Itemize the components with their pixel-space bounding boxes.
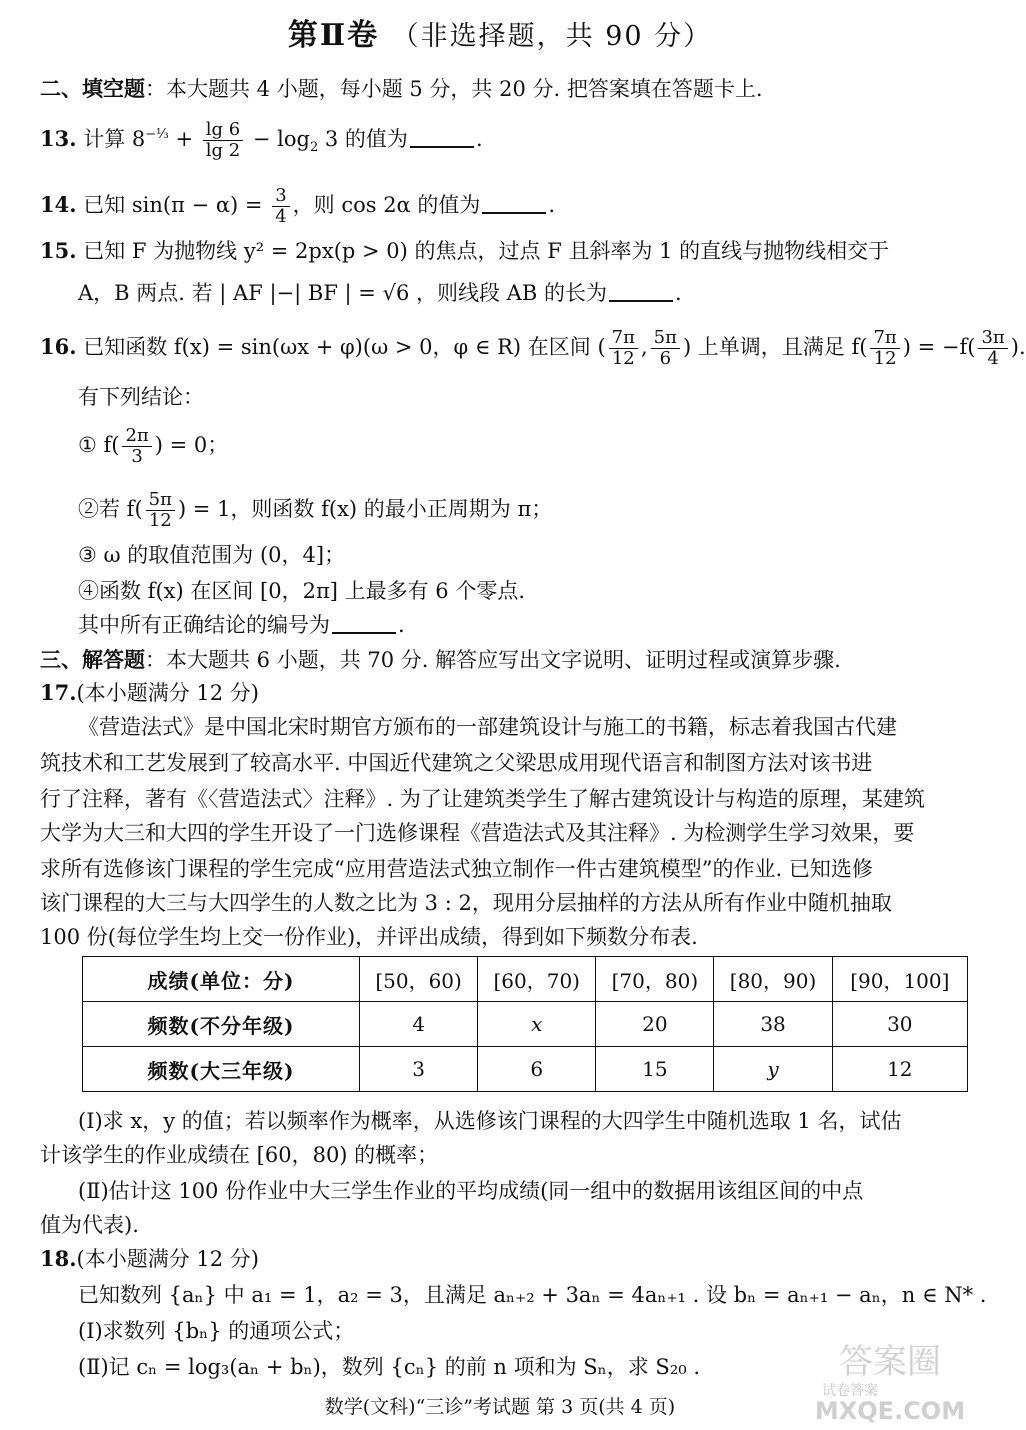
watermark-bottom-text: MXQE.COM xyxy=(814,1397,966,1425)
table-row xyxy=(83,1002,968,1047)
section-solve-header: 三、解答题：本大题共 6 小题，共 70 分. 解答应写出文字说明、证明过程或演算步骤. xyxy=(40,647,841,672)
table-cell: [80，90) xyxy=(714,957,832,1002)
conclusion-1: ① f( $\frac{2\pi}{3}$ ) = 0； xyxy=(78,425,229,467)
watermark-tag-text: 试卷答案 xyxy=(822,1383,878,1399)
question-18-header: 18.(本小题满分 12 分) xyxy=(40,1246,260,1271)
table-cell: x xyxy=(478,1002,596,1047)
q17-paragraph: 大学为大三和大四的学生开设了一门选修课程《营造法式及其注释》. 为检测学生学习效果，要 xyxy=(40,821,915,845)
table-cell: 频数(大三年级) xyxy=(83,1047,360,1092)
watermark-top-text: 答案圈 xyxy=(839,1342,941,1382)
question-16-ask: 其中所有正确结论的编号为 . xyxy=(78,613,405,637)
section-fill-blank-header: 二、填空题：本大题共 4 小题，每小题 5 分，共 20 分. 把答案填在答题卡上. xyxy=(40,76,763,101)
table-cell: [50，60) xyxy=(360,957,478,1002)
conclusion-4: ④函数 f(x) 在区间 [0，2π] 上最多有 6 个零点. xyxy=(78,579,525,603)
question-14: 14. 已知 sin(π − α) = $\frac{3}{4}$ ，则 cos 2α 的值为 . xyxy=(40,185,556,227)
frequency-table xyxy=(82,956,968,1092)
fraction: $\frac{3}{4}$ xyxy=(272,186,289,227)
q17-paragraph: 该门课程的大三与大四学生的人数之比为 3 : 2，现用分层抽样的方法从所有作业中随机抽取 xyxy=(40,891,892,915)
table-cell: [90，100] xyxy=(832,957,967,1002)
answer-blank xyxy=(609,280,673,302)
table-cell: 30 xyxy=(832,1002,967,1047)
table-cell: [60，70) xyxy=(478,957,596,1002)
table-cell: 12 xyxy=(832,1047,967,1092)
page-title: 第Ⅱ卷 （非选择题，共 90 分） xyxy=(287,18,713,53)
q17-paragraph: 《营造法式》是中国北宋时期官方颁布的一部建筑设计与施工的书籍，标志着我国古代建 xyxy=(78,715,897,739)
page-footer: 数学(文科)“三诊”考试题 第 3 页(共 4 页) xyxy=(324,1396,676,1418)
q18-subquestion-1: (Ⅰ)求数列 {bₙ} 的通项公式； xyxy=(78,1319,355,1343)
question-16: 16. 已知函数 f(x) = sin(ωx + φ)(ω > 0，φ ∈ R) 在区间 ( $\frac{7\pi}{12}$ , $\frac{5\pi}{6}$ ) 上单调，且满足 f( $\frac{7\pi}{12}$ ) = −f( $\frac{3\pi}{4}$ ). xyxy=(40,327,1026,369)
table-cell: 20 xyxy=(596,1002,714,1047)
table-row xyxy=(83,1047,968,1092)
conclusion-3: ③ ω 的取值范围为 (0，4]； xyxy=(78,543,346,567)
table-cell: 4 xyxy=(360,1002,478,1047)
q17-paragraph: 筑技术和工艺发展到了较高水平. 中国近代建筑之父梁思成用现代语言和制图方法对该书进 xyxy=(40,751,873,775)
question-17-header: 17.(本小题满分 12 分) xyxy=(40,680,260,705)
answer-blank xyxy=(410,126,474,148)
answer-blank xyxy=(332,612,396,634)
table-cell: 15 xyxy=(596,1047,714,1092)
question-13: 13. 计算 $8^{-\frac{1}{3}}$ + $\frac{\lg 6}{\lg 2}$ − $\log_2 3$ 的值为 . xyxy=(40,119,483,161)
table-cell: 频数(不分年级) xyxy=(83,1002,360,1047)
watermark-logo xyxy=(800,1335,980,1425)
fraction: $\frac{\lg 6}{\lg 2}$ xyxy=(203,120,243,161)
table-cell: y xyxy=(714,1047,832,1092)
table-cell: 成绩(单位：分) xyxy=(83,957,360,1002)
question-16-intro: 有下列结论： xyxy=(78,385,204,409)
q18-subquestion-2: (Ⅱ)记 cₙ = log₃(aₙ + bₙ)，数列 {cₙ} 的前 n 项和为 Sₙ，求 S₂₀ . xyxy=(78,1355,701,1379)
q17-subquestion-2: (Ⅱ)估计这 100 份作业中大三学生作业的平均成绩(同一组中的数据用该组区间的中点 xyxy=(78,1179,864,1203)
answer-blank xyxy=(482,192,546,214)
q17-paragraph: 求所有选修该门课程的学生完成“应用营造法式独立制作一件古建筑模型”的作业. 已知选修 xyxy=(40,857,873,881)
q17-subquestion-1: (Ⅰ)求 x，y 的值；若以频率作为概率，从选修该门课程的大四学生中随机选取 1 名，试估 xyxy=(78,1109,902,1133)
table-cell: 6 xyxy=(478,1047,596,1092)
table-header-row xyxy=(83,957,968,1002)
q17-paragraph: 行了注释，著有《〈营造法式〉注释》. 为了让建筑类学生了解古建筑设计与构造的原理，某建筑 xyxy=(40,787,925,811)
q17-paragraph: 100 份(每位学生均上交一份作业)，并评出成绩，得到如下频数分布表. xyxy=(40,925,698,949)
table-cell: 3 xyxy=(360,1047,478,1092)
question-15-line-2: A，B 两点. 若 | AF |−| BF | = √6 ，则线段 AB 的长为 . xyxy=(78,281,682,305)
q17-subquestion-1-cont: 计该学生的作业成绩在 [60，80) 的概率； xyxy=(40,1143,439,1167)
q18-statement: 已知数列 {aₙ} 中 a₁ = 1，a₂ = 3，且满足 aₙ₊₂ + 3aₙ = 4aₙ₊₁ . 设 bₙ = aₙ₊₁ − aₙ，n ∈ N* . xyxy=(78,1283,987,1307)
conclusion-2: ②若 f( $\frac{5\pi}{12}$ ) = 1，则函数 f(x) 的最小正周期为 π； xyxy=(78,489,553,531)
question-15: 15. 已知 F 为抛物线 y² = 2px(p > 0) 的焦点，过点 F 且斜率为 1 的直线与抛物线相交于 xyxy=(40,238,890,263)
table-cell: 38 xyxy=(714,1002,832,1047)
table-cell: [70，80) xyxy=(596,957,714,1002)
q17-subquestion-2-cont: 值为代表). xyxy=(40,1213,139,1237)
